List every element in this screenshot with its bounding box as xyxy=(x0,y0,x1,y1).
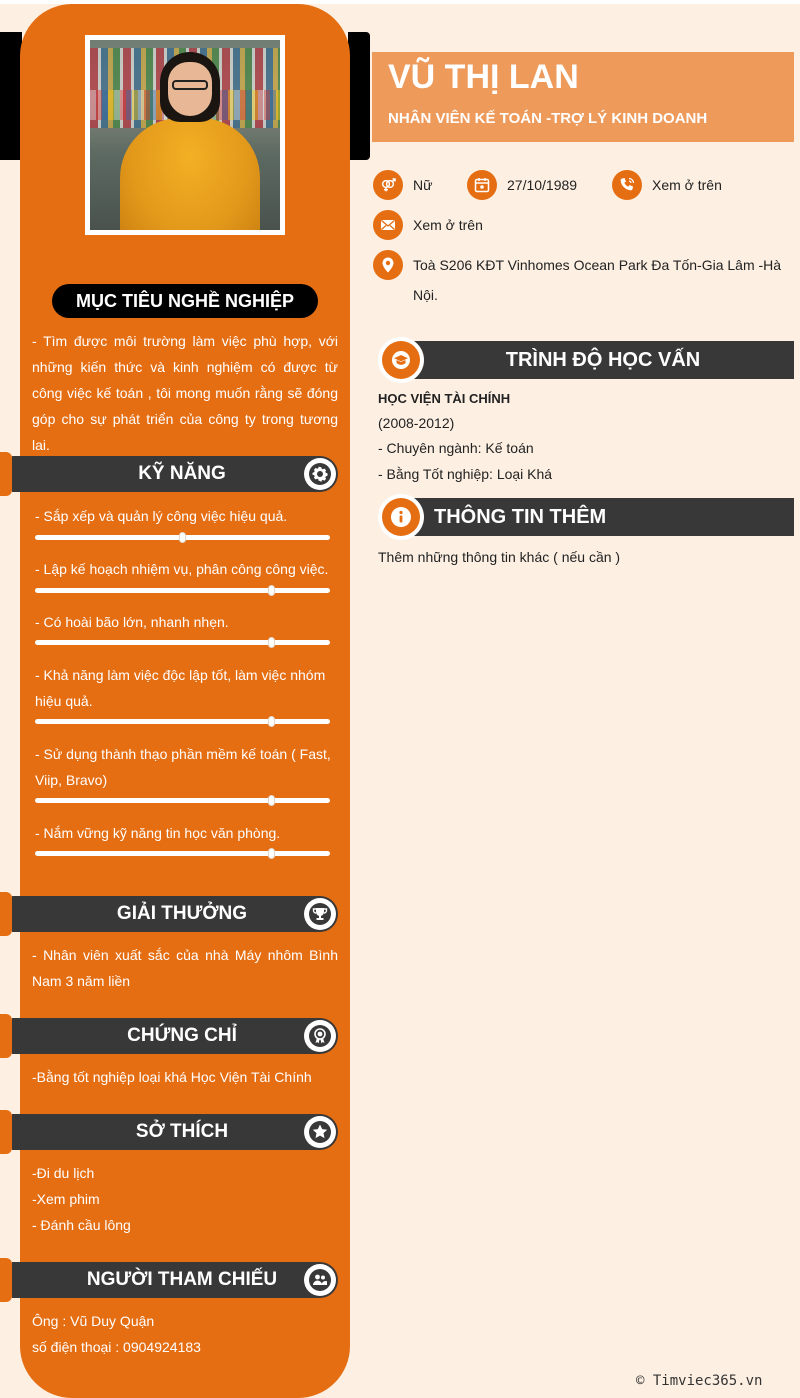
major: - Chuyên ngành: Kế toán xyxy=(378,440,534,456)
skill-level-bar xyxy=(35,719,330,724)
skill-level-bar xyxy=(35,798,330,803)
birthday-value: 27/10/1989 xyxy=(507,177,578,193)
location-icon xyxy=(373,250,403,280)
additional-title: THÔNG TIN THÊM xyxy=(434,506,607,528)
skill-item-text: - Khả năng làm việc độc lập tốt, làm việc nhóm hiệu quả. xyxy=(35,667,326,709)
calendar-icon xyxy=(467,170,497,200)
school-name: HỌC VIỆN TÀI CHÍNH xyxy=(378,391,511,406)
section-tab xyxy=(0,892,12,936)
skills-title: KỸ NĂNG xyxy=(138,463,226,484)
decor-block-right xyxy=(348,32,370,160)
skills-header xyxy=(12,456,338,492)
skill-level-bar xyxy=(35,640,330,645)
hobbies-header xyxy=(12,1114,338,1150)
skill-level-knob xyxy=(268,637,275,648)
degree: - Bằng Tốt nghiệp: Loại Khá xyxy=(378,466,553,482)
star-icon xyxy=(304,1116,336,1148)
objective-title: MỤC TIÊU NGHỀ NGHIỆP xyxy=(52,284,318,318)
email-value: Xem ở trên xyxy=(413,217,483,233)
hobby-item: -Xem phim xyxy=(32,1191,100,1207)
objective-text: - Tìm được môi trường làm việc phù hợp, với những kiến thức và kinh nghiệm có được từ công việc kế toán , tôi mong muốn rằng sẽ đóng góp cho sự phát triển của công ty trong tương lai. xyxy=(32,333,338,453)
gear-icon xyxy=(304,458,336,490)
candidate-name: VŨ THỊ LAN xyxy=(388,58,579,96)
section-tab xyxy=(0,1110,12,1154)
hobby-item: - Đánh cầu lông xyxy=(32,1217,131,1233)
education-title: TRÌNH ĐỘ HỌC VẤN xyxy=(505,349,701,371)
skill-item-text: - Sắp xếp và quản lý công việc hiệu quả. xyxy=(35,508,288,524)
skill-item-text: - Lập kế hoạch nhiệm vụ, phân công công việc. xyxy=(35,561,329,577)
certificates-title: CHỨNG CHỈ xyxy=(127,1025,237,1046)
skill-level-bar xyxy=(35,535,330,540)
reference-person: Ông : Vũ Duy Quận xyxy=(32,1313,155,1329)
references-title: NGƯỜI THAM CHIẾU xyxy=(86,1269,278,1290)
skill-level-knob xyxy=(179,532,186,543)
job-title: NHÂN VIÊN KẾ TOÁN -TRỢ LÝ KINH DOANH xyxy=(388,110,708,127)
gender-value: Nữ xyxy=(413,177,433,193)
hobby-item: -Đi du lịch xyxy=(32,1165,95,1181)
graduation-cap-icon xyxy=(378,337,424,383)
skill-level-knob xyxy=(268,716,275,727)
skill-level-knob xyxy=(268,585,275,596)
section-tab xyxy=(0,1258,12,1302)
phone-value: Xem ở trên xyxy=(652,177,722,193)
awards-header xyxy=(12,896,338,932)
section-tab xyxy=(0,452,12,496)
phone-icon xyxy=(612,170,642,200)
education-header xyxy=(398,341,794,379)
skill-item-text: - Nắm vững kỹ năng tin học văn phòng. xyxy=(35,825,281,841)
skill-level-bar xyxy=(35,588,330,593)
decor-block-left xyxy=(0,32,22,160)
additional-header xyxy=(398,498,794,536)
profile-photo xyxy=(85,35,285,235)
skill-level-knob xyxy=(268,848,275,859)
info-icon xyxy=(378,494,424,540)
certificates-header xyxy=(12,1018,338,1054)
skill-item-text: - Có hoài bão lớn, nhanh nhẹn. xyxy=(35,614,229,630)
awards-title: GIẢI THƯỞNG xyxy=(116,903,248,924)
certificates-text: -Bằng tốt nghiệp loại khá Học Viện Tài Chính xyxy=(32,1069,312,1085)
medal-icon xyxy=(304,1020,336,1052)
additional-text: Thêm những thông tin khác ( nếu cần ) xyxy=(378,549,621,565)
study-period: (2008-2012) xyxy=(378,415,455,431)
people-icon xyxy=(304,1264,336,1296)
references-header xyxy=(12,1262,338,1298)
gender-icon xyxy=(373,170,403,200)
section-tab xyxy=(0,1014,12,1058)
hobbies-title: SỞ THÍCH xyxy=(135,1121,229,1142)
skill-level-bar xyxy=(35,851,330,856)
awards-text: - Nhân viên xuất sắc của nhà Máy nhôm Bình Nam 3 năm liền xyxy=(32,947,338,989)
email-icon xyxy=(373,210,403,240)
reference-phone: số điện thoại : 0904924183 xyxy=(32,1339,201,1355)
trophy-icon xyxy=(304,898,336,930)
skill-level-knob xyxy=(268,795,275,806)
footer-watermark: © Timviec365.vn xyxy=(636,1373,763,1389)
address-value: Toà S206 KĐT Vinhomes Ocean Park Đa Tốn-Gia Lâm -Hà Nội. xyxy=(413,257,782,303)
skill-item-text: - Sử dụng thành thạo phần mềm kế toán ( Fast, Viip, Bravo) xyxy=(35,746,331,788)
